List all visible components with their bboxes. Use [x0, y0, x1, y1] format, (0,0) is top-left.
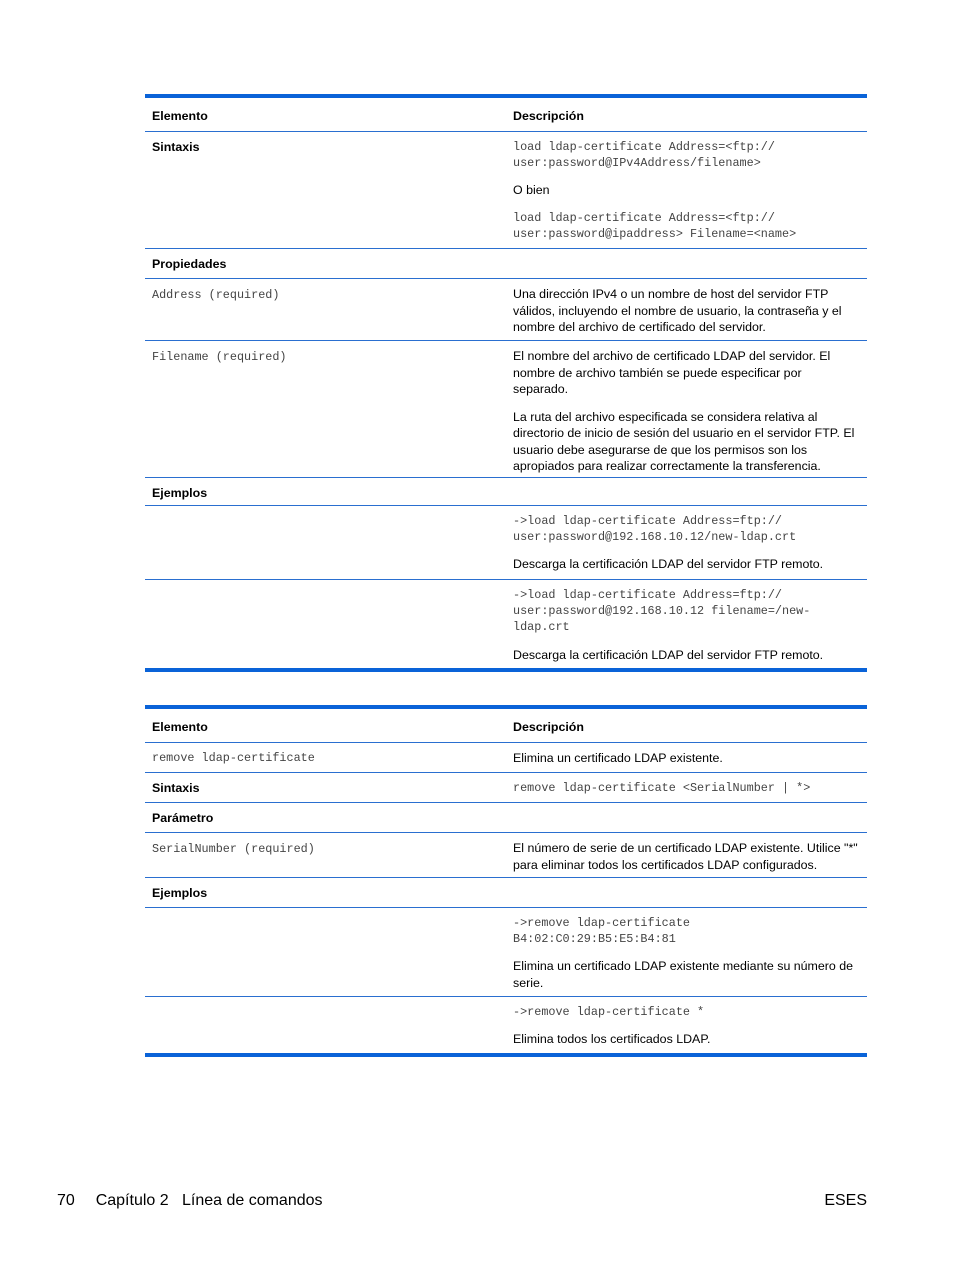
table-row — [145, 878, 867, 908]
header-descripcion: Descripción — [513, 109, 584, 123]
header-descripcion: Descripción — [513, 720, 584, 734]
table-row — [145, 506, 867, 580]
example-1-code: ->remove ldap-certificate B4:02:C0:29:B5:E5:B4:81 — [513, 916, 690, 947]
table-row — [145, 132, 867, 249]
parameter-label: Parámetro — [152, 811, 214, 825]
examples-label: Ejemplos — [152, 886, 208, 900]
filename-desc-1: El nombre del archivo de certificado LDAP del servidor. El nombre de archivo también se puede especificar por separado. — [513, 349, 831, 396]
example-2 — [506, 997, 867, 1053]
example-1 — [506, 908, 867, 996]
example-2-code: ->remove ldap-certificate * — [513, 1005, 705, 1019]
header-elemento: Elemento — [152, 109, 208, 123]
example-1 — [506, 506, 867, 579]
syntax-or-text: O bien — [513, 183, 550, 198]
table-row — [145, 249, 867, 279]
example-2-desc: Descarga la certificación LDAP del servidor FTP remoto. — [513, 647, 824, 662]
filename-desc-2: La ruta del archivo especificada se considera relativa al directorio de inicio de sesión del usuario en el servidor FTP. El usuario debe asegurarse de que los permisos son los apropiados para realizar correctamente la transferencia. — [513, 409, 855, 473]
table-row — [145, 908, 867, 997]
table-header-row — [145, 709, 867, 743]
table-row — [145, 580, 867, 668]
example-1-code: ->load ldap-certificate Address=ftp:// user:password@192.168.10.12/new-ldap.crt — [513, 514, 797, 545]
syntax-label: Sintaxis — [152, 781, 200, 795]
table-row — [145, 279, 867, 341]
filename-description — [506, 341, 867, 477]
syntax-code: remove ldap-certificate <SerialNumber | *> — [513, 781, 811, 795]
page-number: 70 — [57, 1192, 75, 1209]
serial-parameter: SerialNumber (required) — [152, 842, 315, 856]
command-name: remove ldap-certificate — [152, 751, 315, 765]
table-row — [145, 341, 867, 478]
syntax-code-alt: load ldap-certificate Address=<ftp:// user:password@ipaddress> Filename=<name> — [513, 210, 797, 242]
command-description: Elimina un certificado LDAP existente. — [513, 751, 723, 765]
table-header-row — [145, 98, 867, 132]
example-1-desc: Elimina un certificado LDAP existente mediante su número de serie. — [513, 959, 854, 990]
table-row — [145, 773, 867, 803]
locale-code: ESES — [824, 1192, 867, 1209]
example-2-desc: Elimina todos los certificados LDAP. — [513, 1032, 711, 1047]
remove-ldap-certificate-table — [145, 705, 867, 1057]
table-row — [145, 743, 867, 773]
address-property: Address (required) — [152, 288, 280, 302]
table-row — [145, 997, 867, 1053]
example-2 — [506, 580, 867, 668]
table-row — [145, 833, 867, 878]
table-row — [145, 803, 867, 833]
filename-property: Filename (required) — [152, 350, 287, 364]
examples-label: Ejemplos — [152, 486, 208, 500]
properties-label: Propiedades — [152, 257, 227, 271]
syntax-label: Sintaxis — [152, 140, 200, 154]
load-ldap-certificate-table — [145, 94, 867, 672]
table-row — [145, 478, 867, 506]
syntax-description — [506, 132, 867, 248]
header-elemento: Elemento — [152, 720, 208, 734]
chapter-title: Capítulo 2 Línea de comandos — [95, 1192, 323, 1209]
example-1-desc: Descarga la certificación LDAP del servidor FTP remoto. — [513, 557, 824, 572]
page-footer — [57, 1191, 323, 1211]
serial-description: El número de serie de un certificado LDAP existente. Utilice "*" para eliminar todos los certificados LDAP configurados. — [513, 841, 858, 872]
syntax-code: load ldap-certificate Address=<ftp:// user:password@IPv4Address/filename> — [513, 140, 775, 171]
address-description: Una dirección IPv4 o un nombre de host del servidor FTP válidos, incluyendo el nombre de usuario, la contraseña y el nombre del archivo de certificado del servidor. — [513, 287, 842, 334]
example-2-code: ->load ldap-certificate Address=ftp:// user:password@192.168.10.12 filename=/new- ldap.crt — [513, 588, 811, 635]
